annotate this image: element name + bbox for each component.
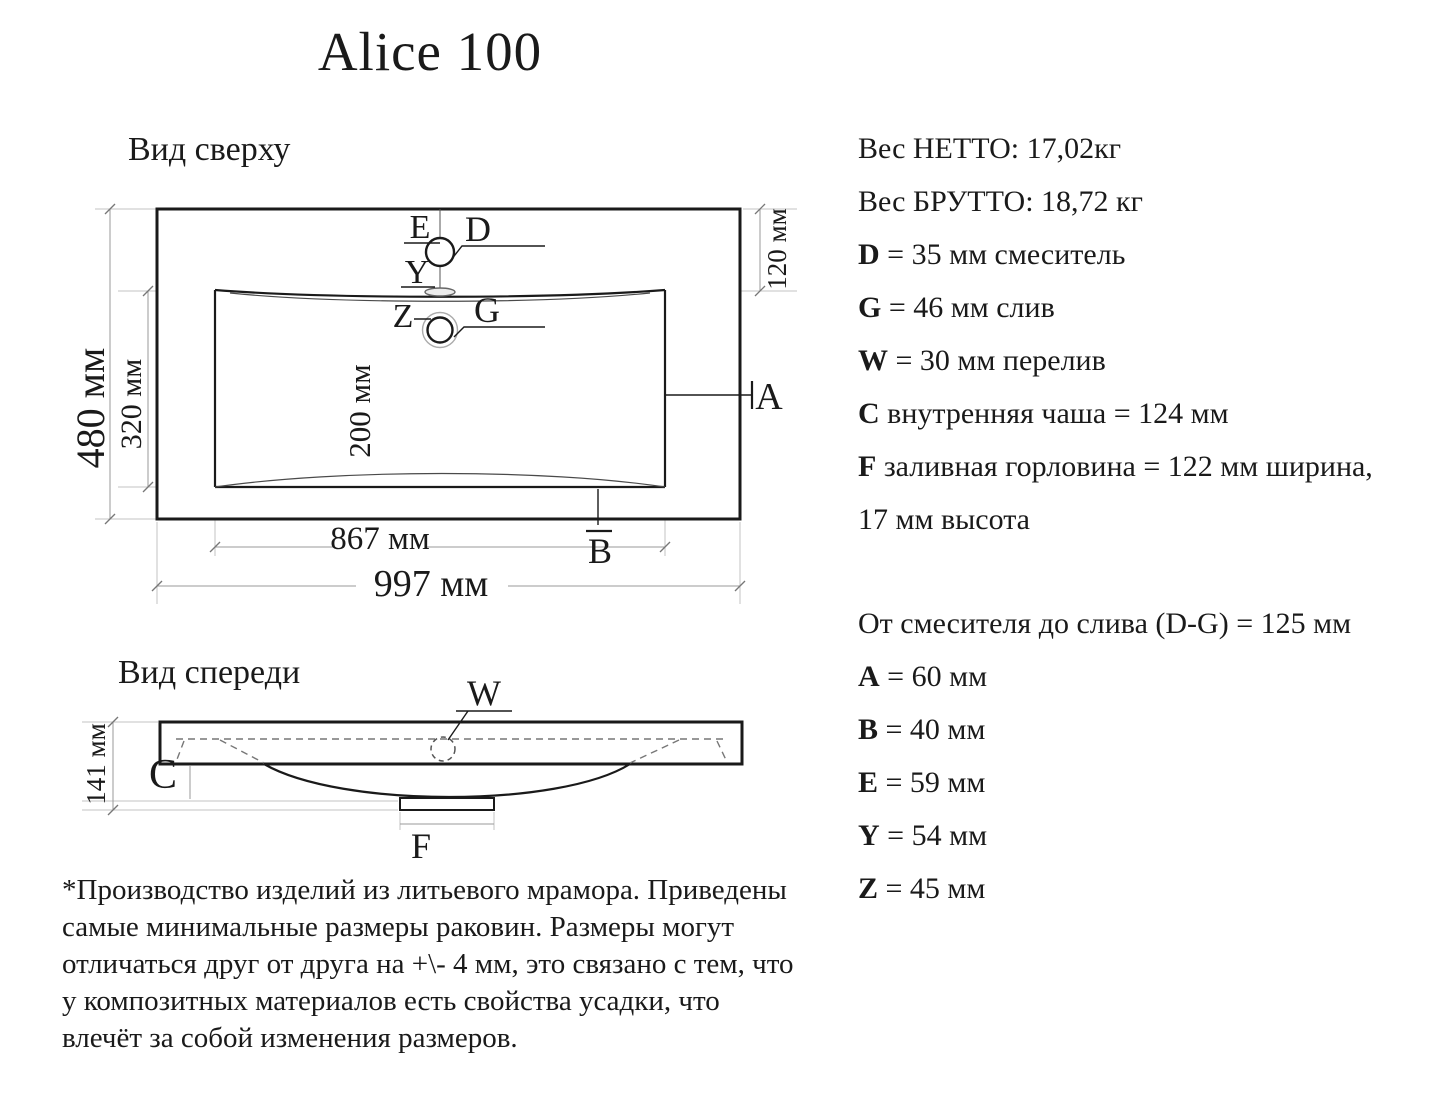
dim-141: 141 мм bbox=[81, 723, 111, 805]
spec-text: = 46 мм слив bbox=[881, 291, 1055, 324]
label-z: Z bbox=[392, 298, 414, 335]
label-a: A bbox=[755, 376, 783, 418]
spec-faucet-to-drain bbox=[858, 597, 1450, 650]
spec-c-bowl bbox=[858, 387, 1450, 440]
footnote-line: отличаться друг от друга на +\- 4 мм, это связано с тем, что bbox=[62, 948, 794, 980]
spec-e bbox=[858, 756, 1450, 809]
front-view-drawing bbox=[81, 673, 742, 866]
page-title: Alice 100 bbox=[317, 21, 543, 82]
spec-key: B bbox=[858, 713, 879, 746]
technical-drawing bbox=[0, 0, 860, 880]
dim-200: 200 мм bbox=[342, 364, 377, 458]
front-view-heading: Вид спереди bbox=[118, 654, 301, 691]
spec-key: W bbox=[858, 344, 888, 377]
spec-text: заливная горловина = 122 мм ширина, bbox=[876, 450, 1373, 483]
dim-120: 120 мм bbox=[762, 208, 792, 290]
spec-key: D bbox=[858, 238, 880, 271]
dim-867: 867 мм bbox=[330, 521, 430, 557]
spec-b bbox=[858, 703, 1450, 756]
spec-gross-weight bbox=[858, 175, 1450, 228]
footnote-line: влечёт за собой изменения размеров. bbox=[62, 1022, 518, 1054]
label-y: Y bbox=[404, 254, 430, 291]
spec-text: 17 мм высота bbox=[858, 503, 1031, 536]
filler-neck bbox=[400, 798, 494, 810]
spec-f-neck-height bbox=[858, 493, 1450, 546]
spec-list bbox=[858, 122, 1450, 915]
spec-text: = 54 мм bbox=[879, 819, 988, 852]
spec-a bbox=[858, 650, 1450, 703]
label-d: D bbox=[465, 209, 491, 249]
spec-key: G bbox=[858, 291, 882, 324]
spec-key: E bbox=[858, 766, 879, 799]
footnote-line: самые минимальные размеры раковин. Размеры могут bbox=[62, 911, 735, 943]
bowl-profile-curve bbox=[264, 764, 630, 797]
label-e: E bbox=[409, 209, 431, 246]
spec-f-neck bbox=[858, 440, 1450, 493]
spec-key: Y bbox=[858, 819, 880, 852]
dim-997: 997 мм bbox=[373, 563, 489, 605]
overflow-slot bbox=[425, 288, 455, 296]
footnote bbox=[62, 872, 862, 1057]
label-b: B bbox=[587, 531, 613, 571]
spec-text: От смесителя до слива (D-G) = 125 мм bbox=[858, 607, 1352, 640]
spec-key: F bbox=[858, 450, 877, 483]
footnote-line: у композитных материалов есть свойства усадки, что bbox=[62, 985, 720, 1017]
spec-z bbox=[858, 862, 1450, 915]
spec-text: = 35 мм смеситель bbox=[879, 238, 1126, 271]
spec-text: внутренняя чаша = 124 мм bbox=[879, 397, 1229, 430]
spec-text: Вес БРУТТО: 18,72 кг bbox=[858, 185, 1143, 218]
spec-text: = 59 мм bbox=[878, 766, 986, 799]
spec-y bbox=[858, 809, 1450, 862]
spec-g-drain bbox=[858, 281, 1450, 334]
spec-key: C bbox=[858, 397, 880, 430]
spec-w-overflow bbox=[858, 334, 1450, 387]
spec-gap bbox=[858, 546, 1450, 597]
drain-hole bbox=[428, 318, 453, 343]
spec-d-faucet bbox=[858, 228, 1450, 281]
spec-key: A bbox=[858, 660, 880, 693]
label-g: G bbox=[474, 290, 500, 330]
spec-text: = 45 мм bbox=[878, 872, 986, 905]
footnote-line: *Производство изделий из литьевого мрамора. Приведены bbox=[62, 874, 787, 906]
spec-text: = 30 мм перелив bbox=[888, 344, 1106, 377]
spec-text: Вес НЕТТО: 17,02кг bbox=[858, 132, 1122, 165]
spec-text: = 40 мм bbox=[878, 713, 986, 746]
label-f: F bbox=[410, 826, 432, 866]
top-view-drawing bbox=[68, 204, 797, 605]
spec-net-weight bbox=[858, 122, 1450, 175]
dim-480: 480 мм bbox=[68, 347, 113, 469]
top-view-heading: Вид сверху bbox=[128, 131, 291, 168]
spec-key: Z bbox=[858, 872, 879, 905]
dim-320: 320 мм bbox=[115, 358, 148, 450]
label-c: C bbox=[148, 752, 178, 798]
spec-text: = 60 мм bbox=[879, 660, 988, 693]
label-w: W bbox=[467, 673, 501, 713]
